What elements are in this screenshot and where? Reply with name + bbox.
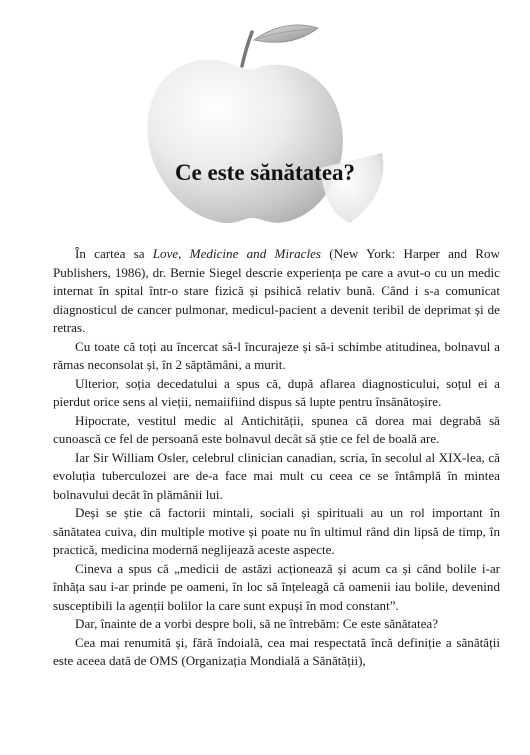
body-text: [53, 245, 500, 671]
paragraph: Dar, înainte de a vorbi despre boli, să ne întrebăm: Ce este sănătatea?: [75, 616, 439, 631]
paragraph: Cineva a spus că „medicii de astăzi acționează și acum ca și când bolile i-ar înhăța sau i-ar prinde pe oameni, în loc să înțeleagă că oamenii iau bolile, devenind susceptibili la agenții bolilor la care sunt expuși în mod constant”.: [53, 560, 500, 613]
paragraph-text: În cartea sa: [75, 246, 153, 261]
paragraph: Cu toate că toți au încercat să-l încurajeze și să-i schimbe atitudinea, bolnavul a rămas neconsolat și, în 2 săptămâni, a murit.: [53, 338, 500, 372]
paragraph: Cea mai renumită și, fără îndoială, cea mai respectată încă definiție a sănătății este aceea dată de OMS (Organizația Mondială a Sănătății),: [53, 634, 500, 668]
chapter-title: Ce este sănătatea?: [174, 160, 356, 185]
paragraph: Hipocrate, vestitul medic al Antichității, spunea că dorea mai degrabă să cunoască ce fel de persoană este bolnavul decât să știe ce fel de boală are.: [53, 412, 500, 446]
paragraph: [53, 245, 500, 338]
apple-icon: [120, 18, 420, 228]
book-title: Love, Medicine and Miracles: [152, 246, 322, 261]
paragraph-text: (New York: Harper and Row Publishers, 1986), dr. Bernie Siegel descrie experiența pe care a avut-o cu un medic internat în spital într-o stare fizică și psihică relativ bună. Când i s-a comunicat diagnosticul de cancer pulmonar, medicul-pacient a devenit teribil de deprimat și de retras.: [53, 246, 500, 335]
paragraph: Deși se știe că factorii mintali, sociali și spirituali au un rol important în sănătatea cuiva, din multiple motive și poate nu în ultimul rând din lipsă de timp, în practică, medicina modernă neglijează aceste aspecte.: [53, 505, 500, 557]
paragraph: Iar Sir William Osler, celebrul clinician canadian, scria, în secolul al XIX-lea, că evoluția tuberculozei are de-a face mai mult cu ceea ce se întâmplă în mintea bolnavului decât în plămânii lui.: [53, 449, 500, 502]
paragraph: Ulterior, soția decedatului a spus că, după aflarea diagnosticului, soțul ei a pierdut orice sens al vieții, nemaiifiind dispus să lupte pentru însănătoșire.: [53, 375, 500, 409]
